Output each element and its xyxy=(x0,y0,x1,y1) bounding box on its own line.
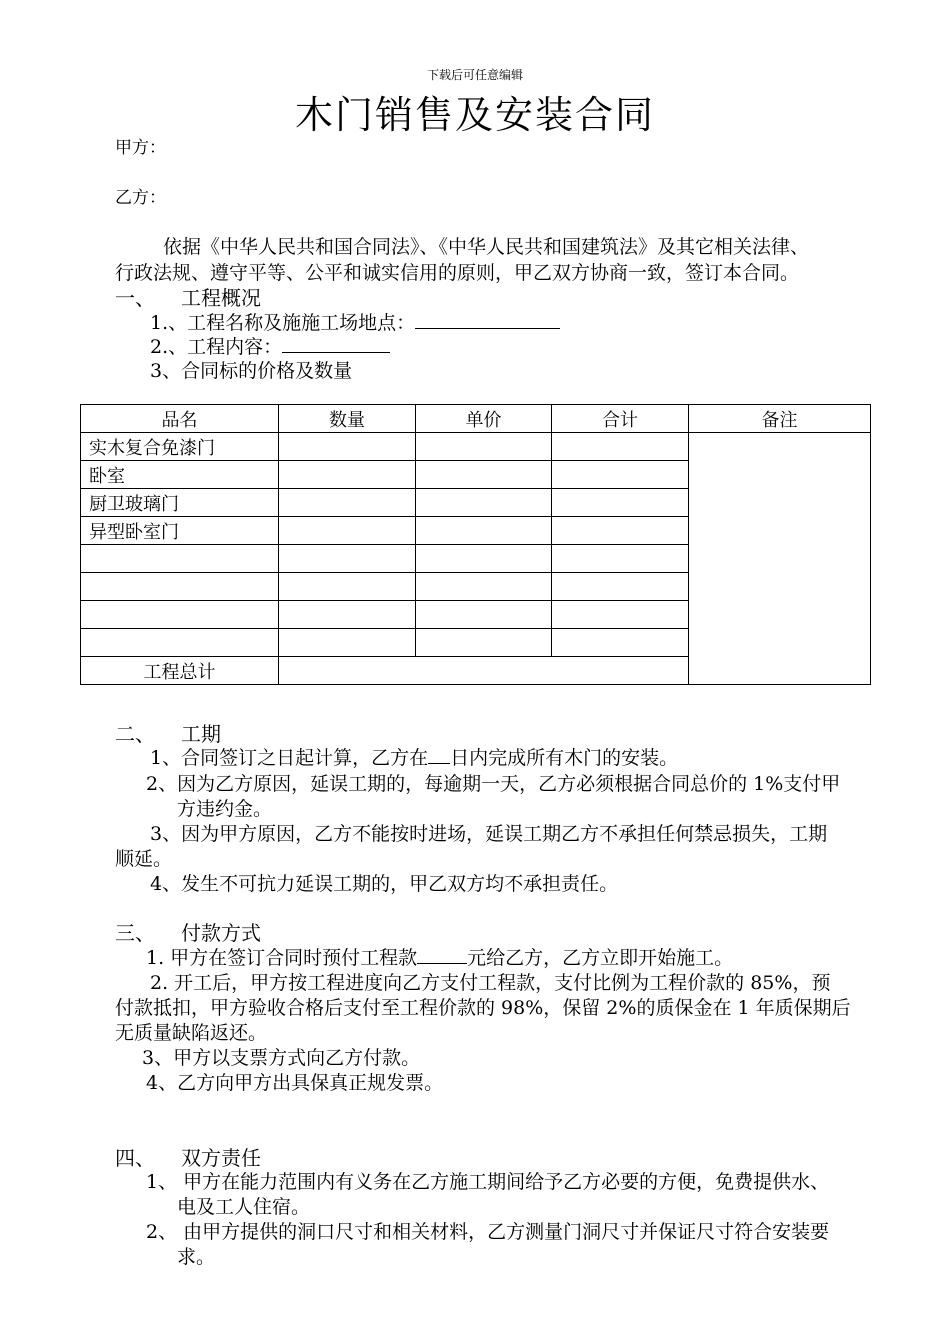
section-1-item-3: 3、合同标的价格及数量 xyxy=(150,360,353,382)
section-4-item-2-line-1: 2、 由甲方提供的洞口尺寸和相关材料，乙方测量门洞尺寸并保证尺寸符合安装要 xyxy=(146,1221,830,1243)
prepayment-blank[interactable] xyxy=(417,947,467,964)
quantity-cell[interactable] xyxy=(279,629,416,657)
quantity-cell[interactable] xyxy=(279,573,416,601)
table-row xyxy=(81,433,871,461)
subtotal-cell[interactable] xyxy=(552,489,689,517)
project-name-blank[interactable] xyxy=(415,312,560,329)
section-3-item-2-line-2: 付款抵扣，甲方验收合格后支付至工程价款的 98%，保留 2%的质保金在 1 年质保期后 xyxy=(115,997,851,1019)
section-1-title: 工程概况 xyxy=(181,286,261,310)
section-2-item-3-line-2: 顺延。 xyxy=(115,848,173,870)
item-text: 元给乙方，乙方立即开始施工。 xyxy=(467,947,734,969)
price-quantity-table xyxy=(80,404,871,685)
product-name-cell: 实木复合免漆门 xyxy=(81,433,279,461)
subtotal-cell[interactable] xyxy=(552,545,689,573)
header-subtotal: 合计 xyxy=(552,405,689,433)
section-3-heading xyxy=(115,917,261,946)
project-content-blank[interactable] xyxy=(282,336,390,353)
product-name-cell[interactable] xyxy=(81,573,279,601)
product-name-cell[interactable] xyxy=(81,545,279,573)
section-3-item-3: 3、甲方以支票方式向乙方付款。 xyxy=(142,1047,421,1069)
header-note: 下载后可任意编辑 xyxy=(426,68,523,82)
section-4-item-2-line-2: 求。 xyxy=(177,1246,216,1268)
subtotal-cell[interactable] xyxy=(552,601,689,629)
header-product-name: 品名 xyxy=(81,405,279,433)
section-2-item-1 xyxy=(150,743,678,770)
section-1-item-1 xyxy=(150,308,560,335)
party-a-label: 甲方： xyxy=(115,138,166,158)
subtotal-cell[interactable] xyxy=(552,629,689,657)
quantity-cell[interactable] xyxy=(279,489,416,517)
section-4-item-1-line-1: 1、 甲方在能力范围内有义务在乙方施工期间给予乙方必要的方便，免费提供水、 xyxy=(146,1171,830,1193)
quantity-cell[interactable] xyxy=(279,517,416,545)
section-1-item-2 xyxy=(150,332,390,359)
section-1-number: 一、 xyxy=(115,286,155,310)
remarks-cell[interactable] xyxy=(689,433,871,685)
preamble-line-1: 依据《中华人民共和国合同法》、《中华人民共和国建筑法》及其它相关法律、 xyxy=(163,236,810,258)
section-4-number: 四、 xyxy=(115,1146,155,1170)
unit-price-cell[interactable] xyxy=(416,517,552,545)
item-text: 1. 甲方在签订合同时预付工程款 xyxy=(146,947,418,969)
subtotal-cell[interactable] xyxy=(552,461,689,489)
section-2-item-4: 4、发生不可抗力延误工期的，甲乙双方均不承担责任。 xyxy=(150,873,619,895)
quantity-cell[interactable] xyxy=(279,433,416,461)
preamble-line-2: 行政法规、遵守平等、公平和诚实信用的原则，甲乙双方协商一致，签订本合同。 xyxy=(115,262,800,284)
product-name-cell[interactable] xyxy=(81,601,279,629)
header-remarks: 备注 xyxy=(689,405,871,433)
section-4-item-1-line-2: 电及工人住宿。 xyxy=(177,1196,311,1218)
unit-price-cell[interactable] xyxy=(416,601,552,629)
quantity-cell[interactable] xyxy=(279,461,416,489)
section-3-number: 三、 xyxy=(115,921,155,945)
section-2-item-2-line-2: 方违约金。 xyxy=(177,798,273,820)
days-blank[interactable] xyxy=(428,747,450,764)
table-header-row xyxy=(81,405,871,433)
header-quantity: 数量 xyxy=(279,405,416,433)
section-3-item-4: 4、乙方向甲方出具保真正规发票。 xyxy=(146,1072,444,1094)
item-text: 1.、工程名称及施施工场地点： xyxy=(150,312,416,334)
product-name-cell: 异型卧室门 xyxy=(81,517,279,545)
section-2-item-3-line-1: 3、因为甲方原因，乙方不能按时进场，延误工期乙方不承担任何禁忌损失，工期 xyxy=(150,823,828,845)
unit-price-cell[interactable] xyxy=(416,489,552,517)
section-1-heading xyxy=(115,282,261,311)
section-3-item-2-line-3: 无质量缺陷返还。 xyxy=(115,1022,268,1044)
unit-price-cell[interactable] xyxy=(416,433,552,461)
section-2-number: 二、 xyxy=(115,722,155,746)
header-unit-price: 单价 xyxy=(416,405,552,433)
product-name-cell: 卧室 xyxy=(81,461,279,489)
quantity-cell[interactable] xyxy=(279,545,416,573)
total-label-cell: 工程总计 xyxy=(81,657,279,685)
unit-price-cell[interactable] xyxy=(416,629,552,657)
item-text: 1、合同签订之日起计算，乙方在 xyxy=(150,747,429,769)
product-name-cell: 厨卫玻璃门 xyxy=(81,489,279,517)
section-4-title: 双方责任 xyxy=(181,1146,261,1170)
subtotal-cell[interactable] xyxy=(552,433,689,461)
section-3-item-2-line-1: 2. 开工后，甲方按工程进度向乙方支付工程款，支付比例为工程价款的 85%，预 xyxy=(150,972,831,994)
section-3-title: 付款方式 xyxy=(181,921,261,945)
section-2-item-2-line-1: 2、因为乙方原因，延误工期的，每逾期一天，乙方必须根据合同总价的 1%支付甲 xyxy=(146,773,841,795)
item-text: 2.、工程内容： xyxy=(150,336,283,358)
total-value-cell[interactable] xyxy=(279,657,689,685)
section-3-item-1 xyxy=(146,943,733,970)
party-b-label: 乙方： xyxy=(115,188,166,208)
unit-price-cell[interactable] xyxy=(416,573,552,601)
contract-title: 木门销售及安装合同 xyxy=(294,93,655,137)
subtotal-cell[interactable] xyxy=(552,517,689,545)
section-2-title: 工期 xyxy=(181,722,221,746)
item-text: 日内完成所有木门的安装。 xyxy=(450,747,679,769)
unit-price-cell[interactable] xyxy=(416,545,552,573)
unit-price-cell[interactable] xyxy=(416,461,552,489)
subtotal-cell[interactable] xyxy=(552,573,689,601)
product-name-cell[interactable] xyxy=(81,629,279,657)
quantity-cell[interactable] xyxy=(279,601,416,629)
